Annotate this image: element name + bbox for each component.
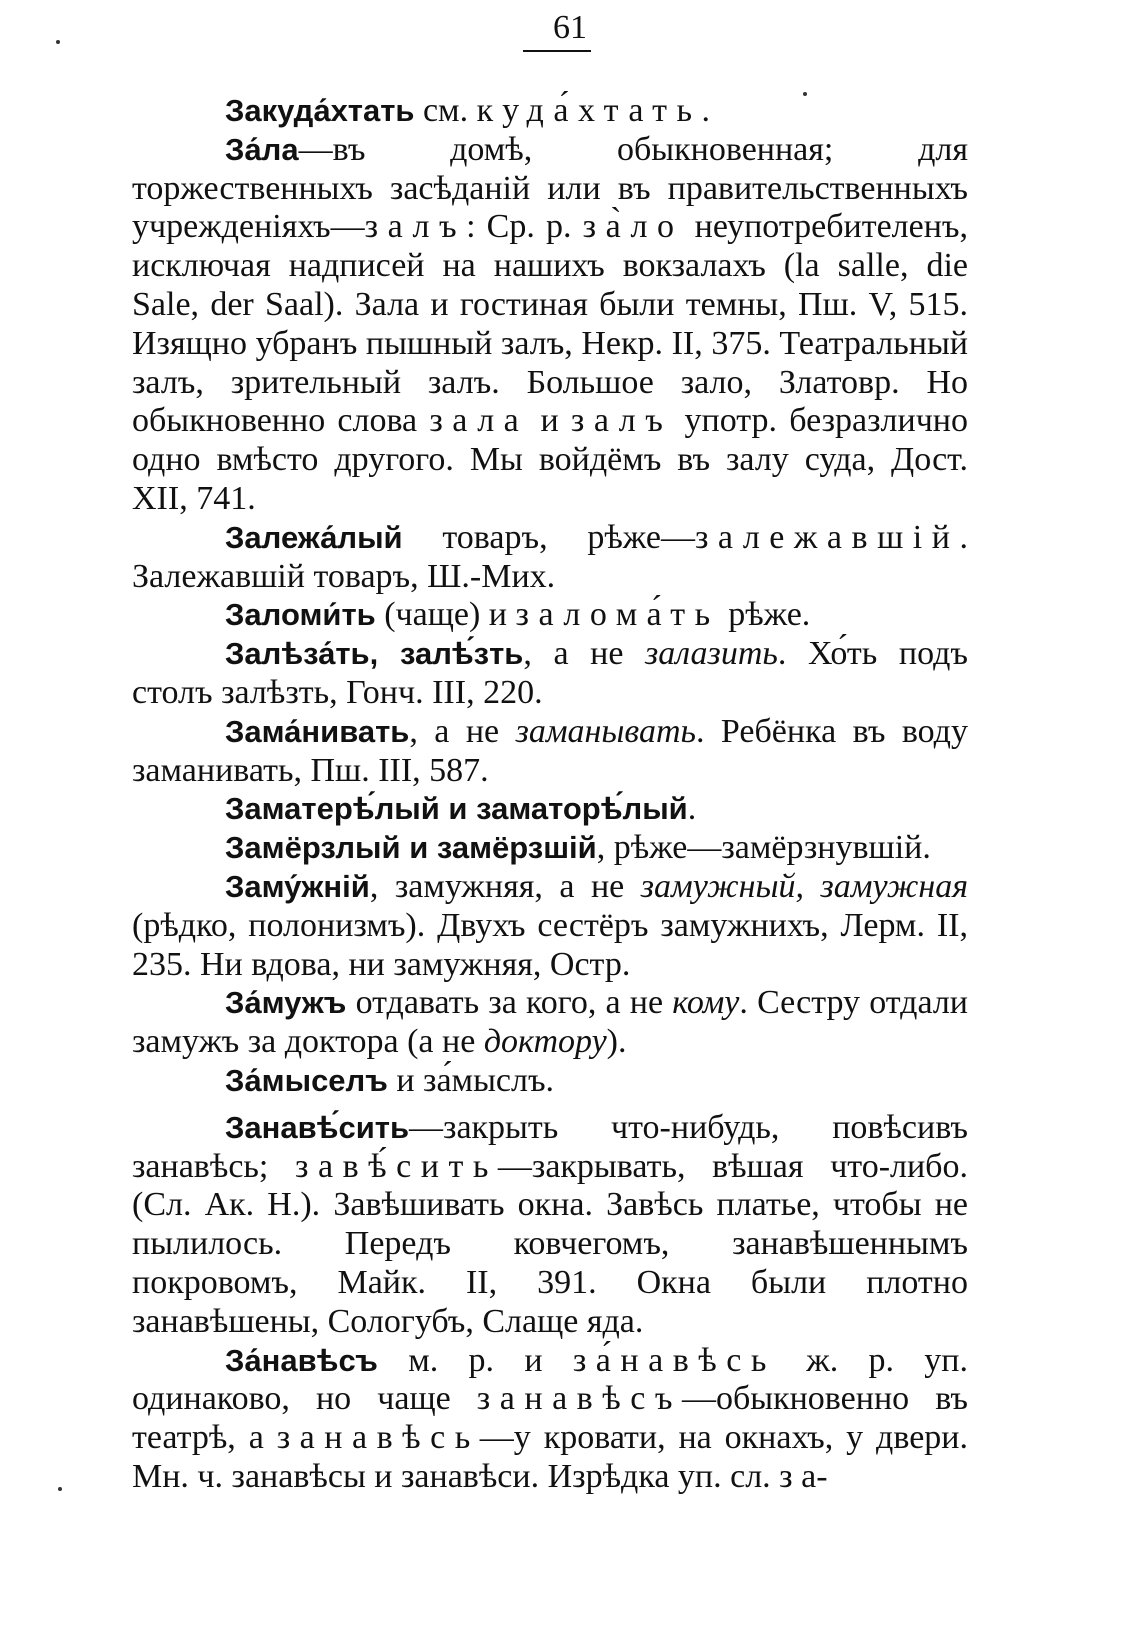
spaced-term: куда́хтать (476, 92, 702, 129)
entry-text: . Хо́ть подъ столъ залѣзть, Гонч. III, 220. (132, 635, 968, 711)
entry-zamanivat (132, 713, 968, 791)
entry-text: —закрыть что-нибудь, повѣсивъ занавѣсь; (132, 1108, 968, 1185)
headword: Залежа́лый (225, 519, 403, 555)
entry-text: , а не (523, 635, 646, 673)
entry-text: —обыкновенно въ театрѣ, а (132, 1380, 969, 1457)
scan-speck (803, 92, 807, 96)
headword: За́навѣсъ (225, 1342, 378, 1378)
spaced-term: залежавшій (694, 518, 960, 556)
headword: Занавѣ́сить (225, 1109, 410, 1145)
entry-text: ). (606, 1023, 627, 1061)
entry-zalezhalyi (132, 519, 968, 597)
headword: За́ла (225, 131, 299, 167)
entry-zanaves (132, 1342, 968, 1497)
spaced-term: занавѣсь (276, 1419, 480, 1457)
entry-text: . (701, 92, 711, 129)
entry-text: отдавать за кого, а не (346, 984, 673, 1022)
entry-text: м. р. и (377, 1341, 573, 1379)
entry-zamysel (132, 1062, 968, 1101)
spaced-term: залъ (570, 402, 673, 440)
italic-term: залазить (645, 635, 778, 673)
page-number: 61 (553, 9, 587, 46)
entry-text: товаръ, рѣже— (402, 518, 695, 556)
entry-zalomit (132, 596, 968, 635)
entry-text: (рѣдко, полонизмъ). Двухъ сестёръ замужнихъ, Лерм. II, 235. Ни вдова, ни замужняя, Остр. (132, 906, 968, 983)
spaced-term: за̀ло (582, 208, 684, 246)
headword: За́мыселъ (225, 1062, 388, 1098)
entry-text: , замужняя, а не (369, 867, 641, 905)
dictionary-text (132, 92, 968, 1497)
spaced-term: залома́ть (515, 596, 720, 634)
entry-text: —у кровати, на окнахъ, у двери. Мн. ч. занавѣсы и занавѣси. Изрѣдка уп. сл. з а- (132, 1419, 968, 1495)
italic-term: замужный, замужная (640, 867, 969, 905)
spaced-term: зала (429, 402, 529, 440)
entry-zamuzhnii (132, 868, 968, 984)
scan-speck (56, 40, 60, 44)
headword: Замёрзлый и замёрзшій (225, 830, 597, 866)
entry-text: рѣже. (719, 596, 811, 634)
entry-text: —закрывать, вѣшая что-либо. (Сл. Ак. Н.). Завѣшивать окна. Завѣсь платье, чтобы не пылилось. Передъ ковчегомъ, занавѣшеннымъ покровомъ, Майк. II, 391. Окна были плотно занавѣшены, Сологубъ, Слаще яда. (132, 1147, 968, 1340)
italic-term: заманывать (515, 712, 696, 750)
entry-zakudakhtat (132, 92, 968, 131)
entry-zalezat (132, 635, 968, 713)
entry-text: употр. безразлично одно вмѣсто другого. Мы войдёмъ въ залу суда, Дост. XII, 741. (132, 402, 968, 517)
entry-zamaterelyi (132, 790, 968, 829)
headword: Заму́жній (225, 868, 370, 904)
italic-term: кому (672, 984, 740, 1022)
entry-text: и (528, 402, 571, 440)
entry-text: —въ домѣ, обыкновенная; для торжественныхъ засѣданій или въ правительственныхъ учрежденіяхъ— (132, 130, 968, 246)
scan-speck (58, 1487, 62, 1491)
entry-zanavesit (132, 1109, 968, 1342)
entry-zala (132, 131, 968, 519)
entry-text: ж. р. уп. одинаково, но чаще (132, 1341, 969, 1418)
entry-text: , рѣже—замёрзнувшій. (596, 829, 931, 867)
entry-text: , а не (409, 712, 516, 750)
headword: Залѣза́ть, залѣ́зть (225, 636, 524, 672)
page-number-underline (523, 50, 591, 52)
headword: Закуда́хтать (225, 93, 415, 128)
entry-text: . Сестру отдали замужъ за доктора (а не (132, 984, 969, 1061)
entry-text: . Залежавшій товаръ, Ш.-Мих. (132, 518, 968, 595)
entry-text: неупотребителенъ, исключая надписей на нашихъ вокзалахъ (la salle, die Sale, der Saal). Зала и гостиная были темны, Пш. V, 515. Изящно убранъ пышный залъ, Некр. II, 375. Театральный залъ, зрительный залъ. Большое зало, Златовр. Но обыкновенно слова (132, 208, 969, 440)
entry-zamuzh (132, 984, 968, 1062)
spaced-term: за́навѣсь (572, 1341, 776, 1379)
spaced-term: занавѣсъ (476, 1380, 682, 1418)
entry-text: и за́мыслъ. (387, 1061, 555, 1099)
entry-text: . Ребёнка въ воду заманивать, Пш. III, 587. (132, 712, 968, 789)
headword: Заматерѣ́лый и заматорѣ́лый (225, 791, 688, 827)
entry-zamerzlyi (132, 829, 968, 868)
headword: Зама́нивать (225, 713, 410, 749)
spaced-term: залъ (364, 208, 467, 246)
spaced-term: завѣ́сить (295, 1147, 498, 1185)
entry-text: . (687, 790, 697, 828)
headword: За́мужъ (225, 985, 347, 1021)
italic-term: доктору (483, 1023, 607, 1061)
headword: Заломи́ть (225, 597, 376, 633)
entry-text: (чаще) и (375, 596, 516, 634)
entry-text: : Ср. р. (466, 208, 583, 246)
entry-text: см. (414, 92, 477, 129)
